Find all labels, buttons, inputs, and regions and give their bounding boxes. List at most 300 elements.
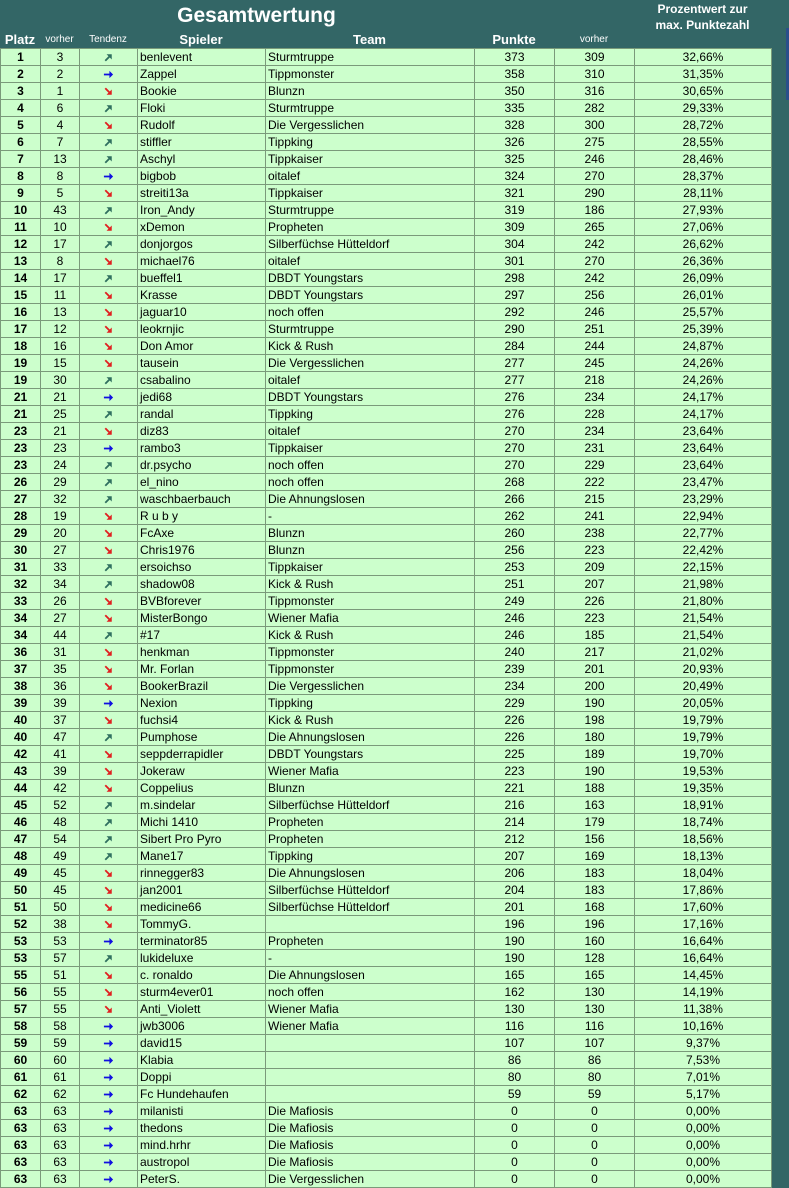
table-row: [1, 338, 772, 355]
trend-cell: [80, 678, 138, 695]
trend-cell: [80, 304, 138, 321]
previous-points-cell: 215: [555, 491, 635, 508]
previous-points-cell: 168: [555, 899, 635, 916]
trend-down-icon: [103, 305, 114, 319]
points-cell: 226: [475, 712, 555, 729]
table-row: [1, 950, 772, 967]
trend-up-icon: [103, 730, 114, 744]
percent-cell: 18,04%: [635, 865, 772, 882]
table-row: [1, 797, 772, 814]
previous-rank-cell: 48: [41, 814, 80, 831]
previous-rank-cell: 32: [41, 491, 80, 508]
previous-rank-cell: 36: [41, 678, 80, 695]
previous-points-cell: 218: [555, 372, 635, 389]
pct-header-line1: Prozentwert zur: [657, 2, 748, 16]
points-cell: 335: [475, 100, 555, 117]
rank-cell: 27: [1, 491, 41, 508]
player-name-cell: medicine66: [138, 899, 266, 916]
percent-cell: 24,26%: [635, 372, 772, 389]
points-cell: 116: [475, 1018, 555, 1035]
col-header-tendenz: Tendenz: [89, 34, 127, 45]
points-cell: 234: [475, 678, 555, 695]
player-name-cell: Michi 1410: [138, 814, 266, 831]
table-row: [1, 236, 772, 253]
team-name-cell: Silberfüchse Hütteldorf: [266, 882, 475, 899]
trend-cell: [80, 814, 138, 831]
points-cell: 0: [475, 1171, 555, 1188]
team-name-cell: Die Vergesslichen: [266, 117, 475, 134]
team-name-cell: Die Mafiosis: [266, 1120, 475, 1137]
percent-cell: 25,57%: [635, 304, 772, 321]
table-row: [1, 1137, 772, 1154]
player-name-cell: rinnegger83: [138, 865, 266, 882]
previous-points-cell: 310: [555, 66, 635, 83]
player-name-cell: thedons: [138, 1120, 266, 1137]
player-name-cell: david15: [138, 1035, 266, 1052]
rank-cell: 34: [1, 610, 41, 627]
player-name-cell: bigbob: [138, 168, 266, 185]
rank-cell: 28: [1, 508, 41, 525]
table-row: [1, 882, 772, 899]
rank-cell: 16: [1, 304, 41, 321]
rank-cell: 55: [1, 967, 41, 984]
team-name-cell: [266, 1052, 475, 1069]
previous-points-cell: 163: [555, 797, 635, 814]
table-row: [1, 661, 772, 678]
trend-cell: [80, 1103, 138, 1120]
team-name-cell: Propheten: [266, 814, 475, 831]
previous-points-cell: 183: [555, 882, 635, 899]
trend-cell: [80, 797, 138, 814]
trend-down-icon: [103, 322, 114, 336]
col-header-spieler: Spieler: [179, 32, 223, 47]
percent-cell: 28,46%: [635, 151, 772, 168]
rank-cell: 10: [1, 202, 41, 219]
points-cell: 240: [475, 644, 555, 661]
player-name-cell: Zappel: [138, 66, 266, 83]
percent-cell: 23,29%: [635, 491, 772, 508]
player-name-cell: michael76: [138, 253, 266, 270]
rank-cell: 63: [1, 1154, 41, 1171]
table-row: [1, 848, 772, 865]
previous-points-cell: 226: [555, 593, 635, 610]
trend-same-icon: [103, 934, 114, 948]
rank-cell: 19: [1, 372, 41, 389]
trend-cell: [80, 763, 138, 780]
team-name-cell: Sturmtruppe: [266, 202, 475, 219]
points-cell: 292: [475, 304, 555, 321]
previous-points-cell: 107: [555, 1035, 635, 1052]
team-name-cell: Tippkaiser: [266, 185, 475, 202]
trend-down-icon: [103, 356, 114, 370]
table-row: [1, 780, 772, 797]
table-row: [1, 1086, 772, 1103]
table-row: [1, 1154, 772, 1171]
trend-cell: [80, 712, 138, 729]
previous-rank-cell: 30: [41, 372, 80, 389]
team-name-cell: Tippking: [266, 406, 475, 423]
trend-up-icon: [103, 951, 114, 965]
previous-rank-cell: 23: [41, 440, 80, 457]
team-name-cell: [266, 1035, 475, 1052]
points-cell: 246: [475, 610, 555, 627]
trend-down-icon: [103, 543, 114, 557]
previous-rank-cell: 29: [41, 474, 80, 491]
rank-cell: 46: [1, 814, 41, 831]
previous-points-cell: 180: [555, 729, 635, 746]
percent-cell: 23,64%: [635, 423, 772, 440]
previous-rank-cell: 42: [41, 780, 80, 797]
trend-up-icon: [103, 815, 114, 829]
previous-points-cell: 245: [555, 355, 635, 372]
rank-cell: 60: [1, 1052, 41, 1069]
table-row: [1, 644, 772, 661]
trend-same-icon: [103, 1104, 114, 1118]
team-name-cell: -: [266, 508, 475, 525]
previous-points-cell: 244: [555, 338, 635, 355]
team-name-cell: Tippmonster: [266, 644, 475, 661]
percent-cell: 16,64%: [635, 933, 772, 950]
team-name-cell: Tippmonster: [266, 66, 475, 83]
trend-down-icon: [103, 339, 114, 353]
player-name-cell: c. ronaldo: [138, 967, 266, 984]
previous-rank-cell: 55: [41, 984, 80, 1001]
rank-cell: 12: [1, 236, 41, 253]
trend-same-icon: [103, 67, 114, 81]
previous-rank-cell: 50: [41, 899, 80, 916]
previous-rank-cell: 39: [41, 695, 80, 712]
percent-cell: 0,00%: [635, 1103, 772, 1120]
rank-cell: 4: [1, 100, 41, 117]
points-cell: 204: [475, 882, 555, 899]
previous-points-cell: 275: [555, 134, 635, 151]
previous-rank-cell: 63: [41, 1171, 80, 1188]
points-cell: 319: [475, 202, 555, 219]
previous-rank-cell: 49: [41, 848, 80, 865]
trend-cell: [80, 1120, 138, 1137]
percent-cell: 0,00%: [635, 1120, 772, 1137]
rank-cell: 63: [1, 1120, 41, 1137]
previous-rank-cell: 45: [41, 865, 80, 882]
team-name-cell: Tippking: [266, 134, 475, 151]
table-row: [1, 729, 772, 746]
points-cell: 358: [475, 66, 555, 83]
percent-cell: 23,47%: [635, 474, 772, 491]
points-cell: 298: [475, 270, 555, 287]
trend-cell: [80, 593, 138, 610]
team-name-cell: Wiener Mafia: [266, 1018, 475, 1035]
trend-up-icon: [103, 577, 114, 591]
previous-points-cell: 316: [555, 83, 635, 100]
page-title: Gesamtwertung: [177, 4, 336, 27]
trend-cell: [80, 338, 138, 355]
table-row: [1, 270, 772, 287]
trend-up-icon: [103, 458, 114, 472]
player-name-cell: FcAxe: [138, 525, 266, 542]
previous-rank-cell: 1: [41, 83, 80, 100]
player-name-cell: leokrnjic: [138, 321, 266, 338]
team-name-cell: Die Ahnungslosen: [266, 729, 475, 746]
player-name-cell: csabalino: [138, 372, 266, 389]
team-name-cell: Die Vergesslichen: [266, 1171, 475, 1188]
points-cell: 239: [475, 661, 555, 678]
player-name-cell: bueffel1: [138, 270, 266, 287]
trend-up-icon: [103, 135, 114, 149]
team-name-cell: Propheten: [266, 831, 475, 848]
trend-cell: [80, 542, 138, 559]
rank-cell: 8: [1, 168, 41, 185]
previous-rank-cell: 8: [41, 168, 80, 185]
points-cell: 207: [475, 848, 555, 865]
previous-rank-cell: 25: [41, 406, 80, 423]
table-row: [1, 423, 772, 440]
rank-cell: 14: [1, 270, 41, 287]
rank-cell: 47: [1, 831, 41, 848]
trend-cell: [80, 66, 138, 83]
team-name-cell: Sturmtruppe: [266, 49, 475, 66]
trend-cell: [80, 1086, 138, 1103]
team-name-cell: Die Mafiosis: [266, 1137, 475, 1154]
previous-points-cell: 186: [555, 202, 635, 219]
col-header-platz: Platz: [4, 32, 36, 47]
table-row: [1, 66, 772, 83]
points-cell: 268: [475, 474, 555, 491]
trend-cell: [80, 644, 138, 661]
rank-cell: 63: [1, 1171, 41, 1188]
table-row: [1, 916, 772, 933]
percent-cell: 21,98%: [635, 576, 772, 593]
previous-rank-cell: 21: [41, 389, 80, 406]
percent-cell: 19,70%: [635, 746, 772, 763]
rank-cell: 9: [1, 185, 41, 202]
table-row: [1, 100, 772, 117]
team-name-cell: Silberfüchse Hütteldorf: [266, 899, 475, 916]
percent-cell: 17,60%: [635, 899, 772, 916]
previous-points-cell: 238: [555, 525, 635, 542]
table-row: [1, 1018, 772, 1035]
rank-cell: 45: [1, 797, 41, 814]
player-name-cell: Coppelius: [138, 780, 266, 797]
team-name-cell: Sturmtruppe: [266, 321, 475, 338]
points-cell: 277: [475, 372, 555, 389]
percent-cell: 18,74%: [635, 814, 772, 831]
points-cell: 284: [475, 338, 555, 355]
percent-cell: 22,15%: [635, 559, 772, 576]
previous-points-cell: 86: [555, 1052, 635, 1069]
previous-points-cell: 190: [555, 763, 635, 780]
player-name-cell: Krasse: [138, 287, 266, 304]
previous-points-cell: 246: [555, 151, 635, 168]
previous-rank-cell: 26: [41, 593, 80, 610]
rank-cell: 6: [1, 134, 41, 151]
trend-down-icon: [103, 288, 114, 302]
team-name-cell: oitalef: [266, 372, 475, 389]
rank-cell: 1: [1, 49, 41, 66]
team-name-cell: Wiener Mafia: [266, 763, 475, 780]
trend-cell: [80, 525, 138, 542]
previous-rank-cell: 38: [41, 916, 80, 933]
table-row: [1, 678, 772, 695]
percent-cell: 32,66%: [635, 49, 772, 66]
table-row: [1, 627, 772, 644]
team-name-cell: noch offen: [266, 474, 475, 491]
rank-cell: 3: [1, 83, 41, 100]
previous-points-cell: 198: [555, 712, 635, 729]
previous-points-cell: 270: [555, 253, 635, 270]
trend-cell: [80, 355, 138, 372]
points-cell: 223: [475, 763, 555, 780]
rank-cell: 53: [1, 950, 41, 967]
trend-cell: [80, 321, 138, 338]
percent-cell: 28,37%: [635, 168, 772, 185]
player-name-cell: austropol: [138, 1154, 266, 1171]
trend-down-icon: [103, 526, 114, 540]
rank-cell: 7: [1, 151, 41, 168]
trend-same-icon: [103, 1019, 114, 1033]
previous-rank-cell: 63: [41, 1120, 80, 1137]
previous-points-cell: 265: [555, 219, 635, 236]
team-name-cell: [266, 916, 475, 933]
team-name-cell: DBDT Youngstars: [266, 746, 475, 763]
trend-down-icon: [103, 1002, 114, 1016]
player-name-cell: dr.psycho: [138, 457, 266, 474]
trend-same-icon: [103, 1053, 114, 1067]
team-name-cell: Kick & Rush: [266, 576, 475, 593]
rank-cell: 23: [1, 423, 41, 440]
trend-down-icon: [103, 611, 114, 625]
previous-rank-cell: 44: [41, 627, 80, 644]
previous-points-cell: 116: [555, 1018, 635, 1035]
rank-cell: 49: [1, 865, 41, 882]
points-cell: 256: [475, 542, 555, 559]
trend-cell: [80, 457, 138, 474]
points-cell: 190: [475, 950, 555, 967]
previous-points-cell: 169: [555, 848, 635, 865]
rank-cell: 63: [1, 1103, 41, 1120]
rank-cell: 58: [1, 1018, 41, 1035]
trend-cell: [80, 423, 138, 440]
trend-up-icon: [103, 203, 114, 217]
trend-down-icon: [103, 509, 114, 523]
points-cell: 321: [475, 185, 555, 202]
trend-same-icon: [103, 696, 114, 710]
table-row: [1, 151, 772, 168]
team-name-cell: noch offen: [266, 304, 475, 321]
previous-rank-cell: 54: [41, 831, 80, 848]
percent-cell: 28,55%: [635, 134, 772, 151]
percent-cell: 24,87%: [635, 338, 772, 355]
player-name-cell: jan2001: [138, 882, 266, 899]
trend-cell: [80, 695, 138, 712]
points-cell: 107: [475, 1035, 555, 1052]
col-header-team: Team: [353, 32, 386, 47]
player-name-cell: Mane17: [138, 848, 266, 865]
rank-cell: 53: [1, 933, 41, 950]
trend-cell: [80, 474, 138, 491]
trend-down-icon: [103, 968, 114, 982]
percent-cell: 27,93%: [635, 202, 772, 219]
points-cell: 221: [475, 780, 555, 797]
percent-cell: 14,45%: [635, 967, 772, 984]
previous-points-cell: 309: [555, 49, 635, 66]
rank-cell: 23: [1, 457, 41, 474]
previous-points-cell: 190: [555, 695, 635, 712]
trend-same-icon: [103, 1138, 114, 1152]
team-name-cell: Die Mafiosis: [266, 1103, 475, 1120]
rank-cell: 63: [1, 1137, 41, 1154]
points-cell: 162: [475, 984, 555, 1001]
team-name-cell: DBDT Youngstars: [266, 389, 475, 406]
player-name-cell: diz83: [138, 423, 266, 440]
previous-rank-cell: 17: [41, 270, 80, 287]
rank-cell: 30: [1, 542, 41, 559]
rank-cell: 61: [1, 1069, 41, 1086]
points-cell: 350: [475, 83, 555, 100]
trend-cell: [80, 49, 138, 66]
percent-cell: 27,06%: [635, 219, 772, 236]
pct-header-line2: max. Punktezahl: [655, 18, 750, 32]
team-name-cell: oitalef: [266, 253, 475, 270]
rank-cell: 21: [1, 406, 41, 423]
trend-up-icon: [103, 101, 114, 115]
rank-cell: 33: [1, 593, 41, 610]
previous-rank-cell: 53: [41, 933, 80, 950]
team-name-cell: Die Vergesslichen: [266, 355, 475, 372]
previous-rank-cell: 20: [41, 525, 80, 542]
player-name-cell: MisterBongo: [138, 610, 266, 627]
trend-cell: [80, 185, 138, 202]
previous-points-cell: 0: [555, 1171, 635, 1188]
points-cell: 270: [475, 457, 555, 474]
percent-cell: 29,33%: [635, 100, 772, 117]
trend-down-icon: [103, 764, 114, 778]
percent-cell: 7,01%: [635, 1069, 772, 1086]
table-row: [1, 287, 772, 304]
player-name-cell: Jokeraw: [138, 763, 266, 780]
previous-rank-cell: 52: [41, 797, 80, 814]
table-row: [1, 219, 772, 236]
percent-cell: 19,53%: [635, 763, 772, 780]
trend-cell: [80, 83, 138, 100]
previous-points-cell: 241: [555, 508, 635, 525]
table-row: [1, 372, 772, 389]
table-row: [1, 763, 772, 780]
team-name-cell: oitalef: [266, 168, 475, 185]
trend-down-icon: [103, 781, 114, 795]
trend-up-icon: [103, 475, 114, 489]
table-row: [1, 406, 772, 423]
previous-rank-cell: 7: [41, 134, 80, 151]
team-name-cell: oitalef: [266, 423, 475, 440]
table-row: [1, 457, 772, 474]
trend-up-icon: [103, 237, 114, 251]
previous-rank-cell: 12: [41, 321, 80, 338]
player-name-cell: Fc Hundehaufen: [138, 1086, 266, 1103]
previous-points-cell: 165: [555, 967, 635, 984]
previous-rank-cell: 63: [41, 1137, 80, 1154]
table-row: [1, 865, 772, 882]
previous-points-cell: 290: [555, 185, 635, 202]
player-name-cell: jaguar10: [138, 304, 266, 321]
team-name-cell: -: [266, 950, 475, 967]
previous-rank-cell: 55: [41, 1001, 80, 1018]
previous-rank-cell: 41: [41, 746, 80, 763]
trend-cell: [80, 967, 138, 984]
points-cell: 0: [475, 1103, 555, 1120]
trend-cell: [80, 1035, 138, 1052]
previous-rank-cell: 58: [41, 1018, 80, 1035]
trend-cell: [80, 1137, 138, 1154]
